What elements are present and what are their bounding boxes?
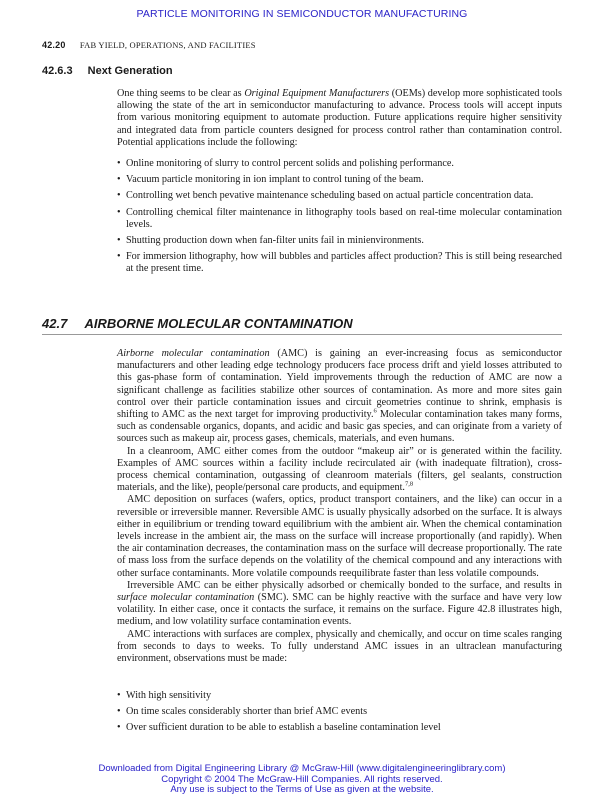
book-title-banner: PARTICLE MONITORING IN SEMICONDUCTOR MANUFACTURING [136, 8, 468, 20]
list-item: • With high sensitivity [117, 690, 562, 702]
observations-list-block [117, 690, 562, 739]
footer-notice [0, 764, 604, 796]
amc-term: Airborne molecular contamination [117, 348, 270, 359]
smc-term: surface molecular contamination [117, 592, 255, 604]
list-item: • Controlling chemical filter maintenance in lithography tools based on real-time molecular contamination levels. [117, 207, 562, 231]
intro-paragraph-block [117, 88, 562, 149]
library-link[interactable]: Downloaded from Digital Engineering Library @ McGraw-Hill (www.digitalengineeringlibrary.com) [98, 763, 506, 774]
amc-paragraph-5: AMC interactions with surfaces are complex, physically and chemically, and occur on time scales ranging from seconds to days to weeks. To fully understand AMC issues in an ultraclean manufacturing environment, observations must be made: [117, 628, 562, 665]
list-item: • Controlling wet bench pevative maintenance scheduling based on actual particle concentration data. [117, 190, 562, 202]
applications-list [117, 158, 562, 276]
list-item: • Vacuum particle monitoring in ion implant to control tuning of the beam. [117, 174, 562, 186]
amc-text-block [117, 348, 562, 665]
amc-p1-text-b: Molecular contamination takes many forms, such as condensable organics, dopants, and acidic and basic gas species, and can originate from a variety of sources such as makeup air, process gases, chemicals, materials, and even humans. [117, 409, 562, 445]
applications-list-block [117, 158, 562, 280]
list-item: • For immersion lithography, how will bubbles and particles affect production? This is still being researched at the present time. [117, 251, 562, 275]
list-item: • Shutting production down when fan-filter units fail in minienvironments. [117, 235, 562, 247]
running-head-section: FAB YIELD, OPERATIONS, AND FACILITIES [79, 40, 256, 50]
amc-p1-text-a: (AMC) is gaining an ever-increasing focus as semiconductor manufacturers and other leading edge technology producers face process drift and yield losses attributed to this gas-phase form of contamination. Yield improvements through the reduction of AMC are now a significant challenge as facilities stabilize other sources of contamination. As more and more sites gain control over their particle contamination issues and circuit geometries continue to shrink, emphasis is shifting to AMC as the next target for improving productivity. [117, 348, 562, 421]
section-heading [42, 316, 562, 335]
amc-p2-text: In a cleanroom, AMC either comes from the outdoor “makeup air” or is generated within the facility. Examples of AMC sources within a facility include recirculated air (with inadequate filtration), cross-process chemical contamination, outgassing of cleanroom materials (filters, gel sealants, construction materials, and the like), people/personal care products, and equipment. [117, 445, 562, 494]
citation-superscript: 6 [373, 407, 377, 415]
terms-line: Any use is subject to the Terms of Use as given at the website. [170, 784, 434, 795]
amc-p4-text-a: Irreversible AMC can be either physically adsorbed or chemically bonded to the surface, and results in [127, 579, 562, 591]
copyright-line: Copyright © 2004 The McGraw-Hill Companies. All rights reserved. [161, 773, 443, 785]
intro-text-a: One thing seems to be clear as [117, 88, 245, 99]
amc-p4-text-b: (SMC). SMC can be highly reactive with the surface and have very low volatility. In either case, once it contacts the surface, it remains on the surface. Figure 42.8 illustrates high, medium, and low volatility surface contamination events. [117, 592, 563, 628]
subsection-title: Next Generation [87, 65, 173, 77]
intro-paragraph [117, 88, 562, 149]
intro-text-b: (OEMs) develop more sophisticated tools allowing the state of the art in semiconductor manufacturing to advance. Process tools will accept inputs from various monitoring equipment to automate production. Future applications require higher sensitivity and integrated data from particle counters designed for process control rather than contamination control. Potential applications include the following: [117, 88, 562, 148]
list-item: • On time scales considerably shorter than brief AMC events [117, 706, 562, 718]
list-item: • Over sufficient duration to be able to establish a baseline contamination level [117, 722, 562, 734]
amc-paragraph-1 [117, 348, 562, 446]
list-item: • Online monitoring of slurry to control percent solids and polishing performance. [117, 158, 562, 170]
section-number: 42.7 [42, 316, 68, 331]
observations-list [117, 690, 562, 735]
subsection-heading [42, 65, 173, 77]
subsection-number: 42.6.3 [42, 65, 73, 77]
amc-paragraph-2 [117, 446, 562, 495]
citation-superscript: 7,8 [404, 480, 414, 488]
intro-emphasis: Original Equipment Manufacturers [244, 88, 390, 99]
running-head [42, 40, 256, 50]
section-title: AIRBORNE MOLECULAR CONTAMINATION [84, 316, 353, 331]
page-number: 42.20 [42, 40, 66, 50]
amc-paragraph-3: AMC deposition on surfaces (wafers, optics, product transport containers, and the like) can occur in a reversible or irreversible manner. Reversible AMC is usually physically adsorbed on the surface. It is always either in equilibrium or trending toward equilibrium with the ambient air. When the chemical contamination levels increase in the ambient air, the mass on the surface will increase proportionally (and rapidly). When the air contamination decreases, the contamination mass on the surface will decrease proportionally. The rate of mass loss from the surface depends on the volatility of the chemical compound and any interactions with other surface contaminants. More volatile compounds reequilibrate faster than less volatile compounds. [117, 494, 562, 579]
amc-paragraph-4 [117, 580, 562, 629]
